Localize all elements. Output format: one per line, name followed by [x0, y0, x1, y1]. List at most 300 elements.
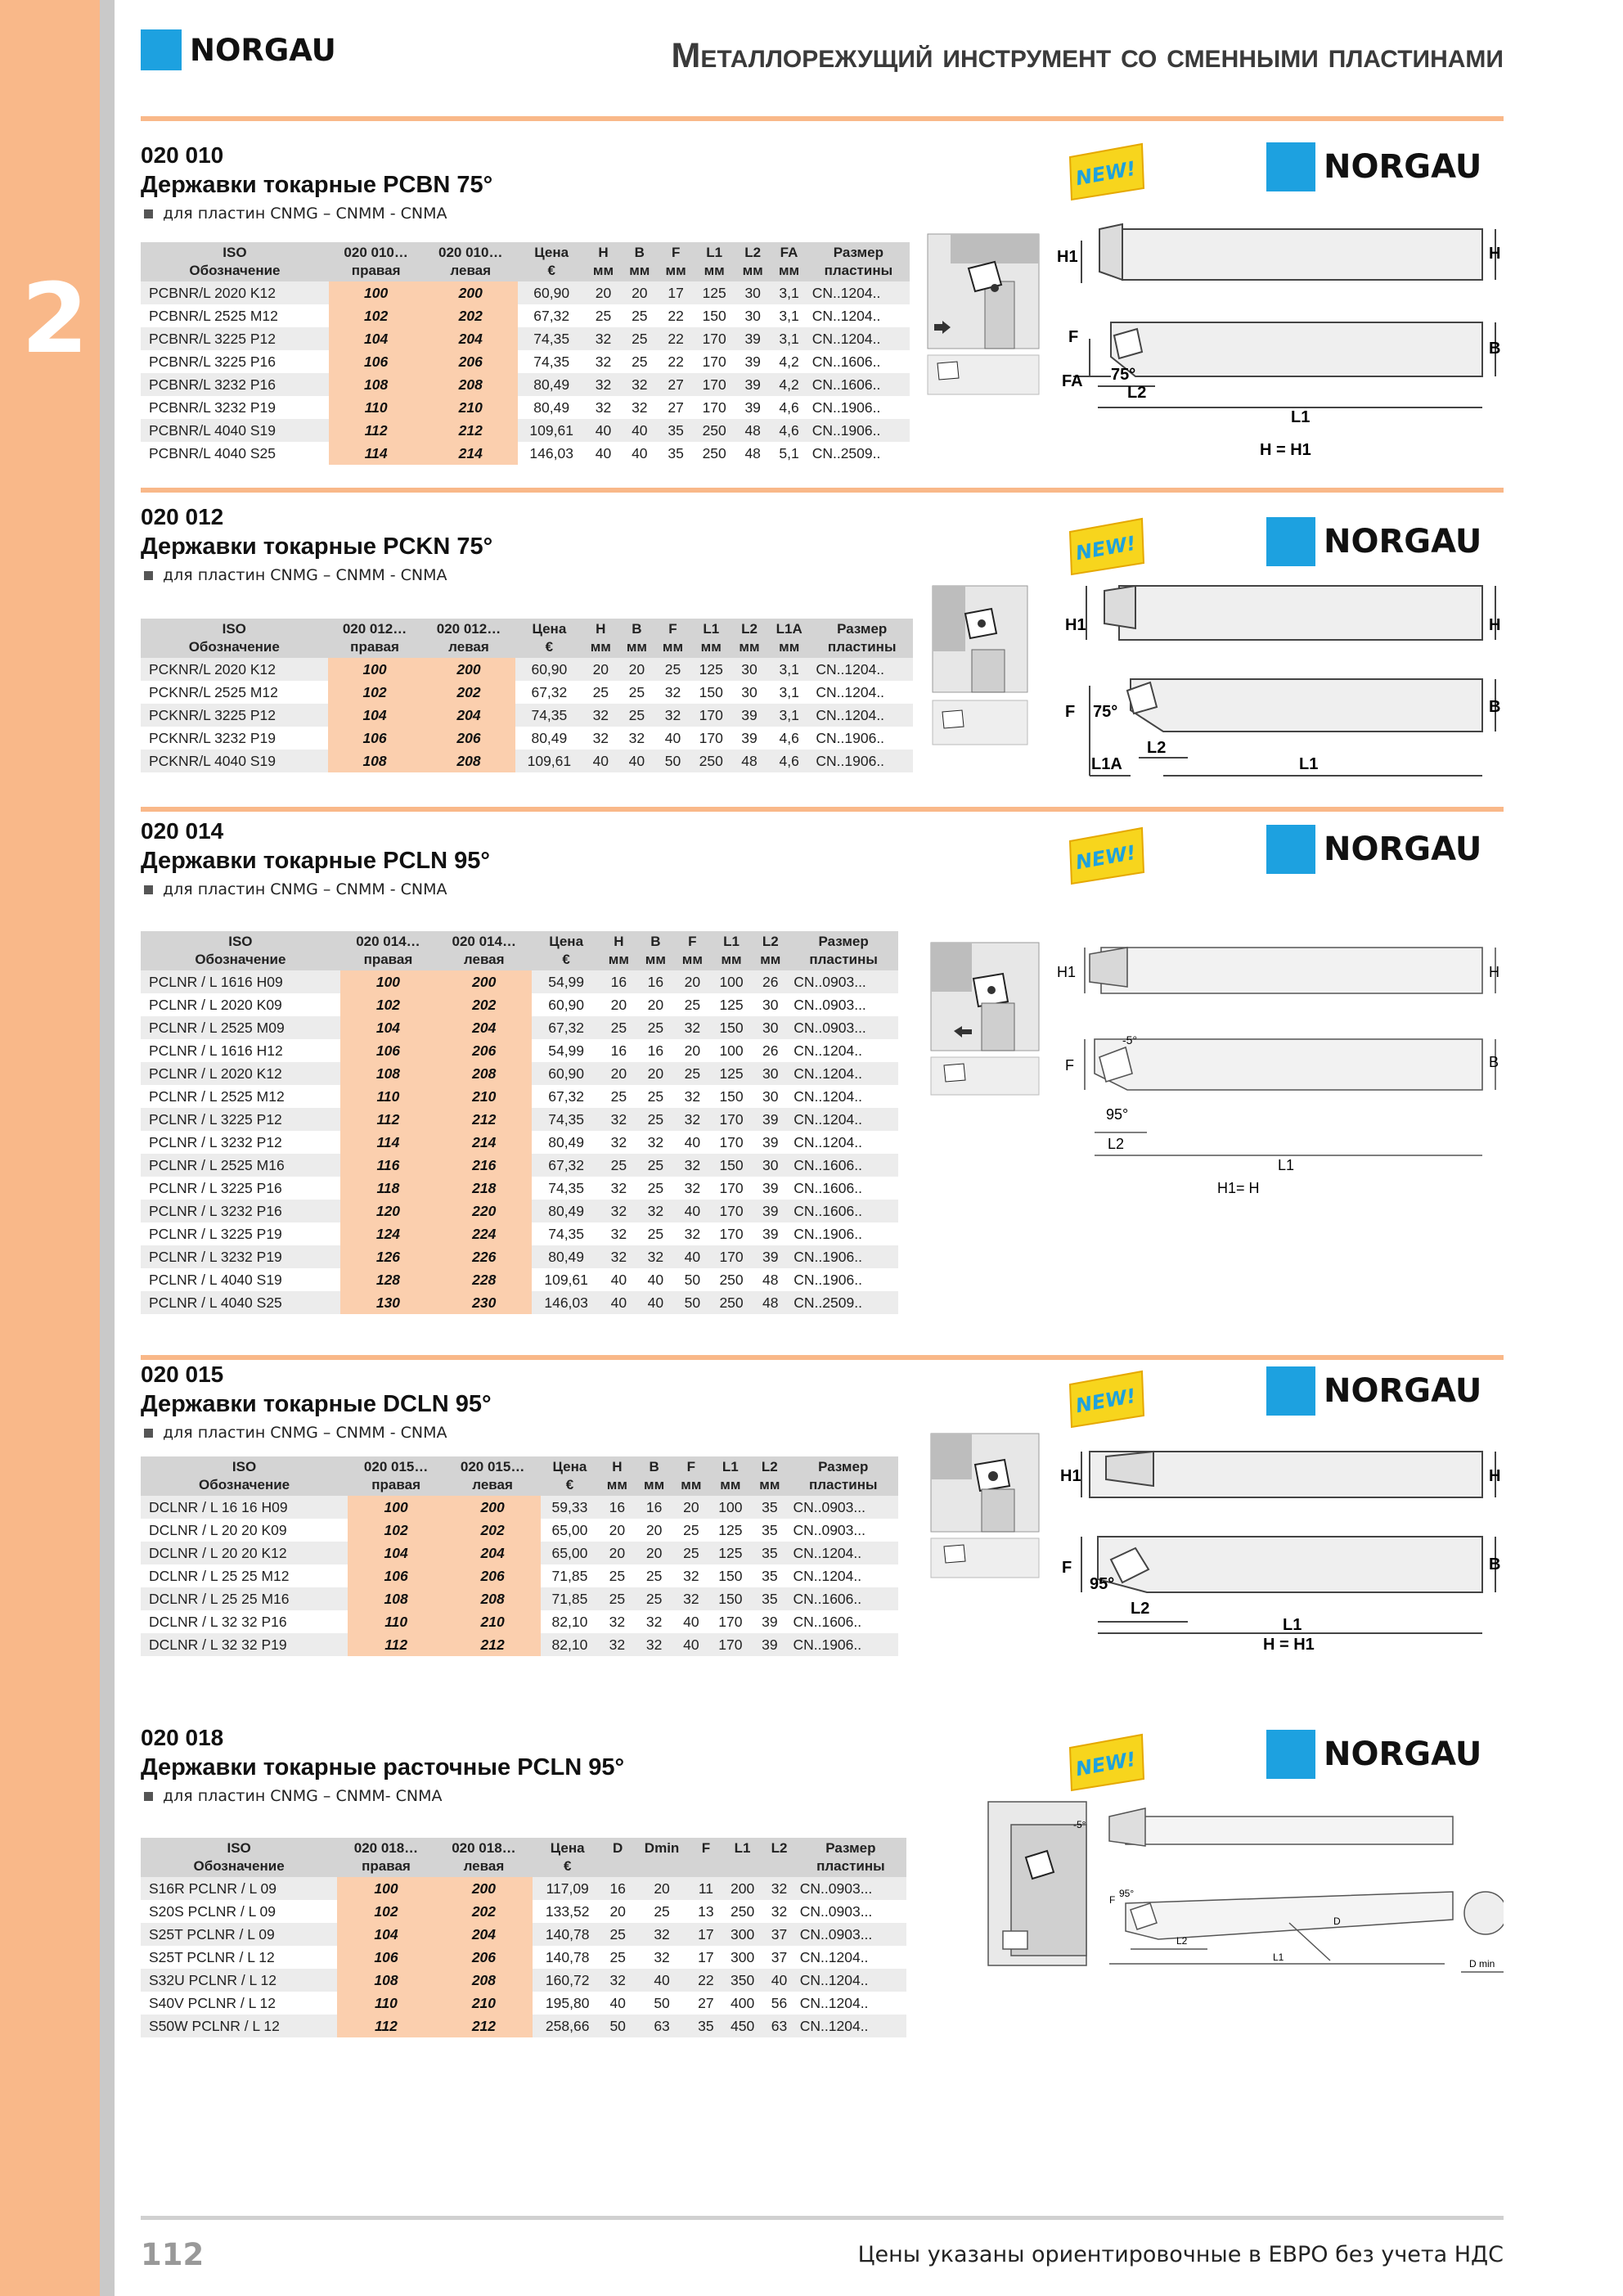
table-cell: 60,90	[518, 281, 585, 304]
column-header: ISO Обозначение	[141, 1456, 348, 1496]
table-cell: 27	[658, 373, 694, 396]
table-cell: 17	[658, 281, 694, 304]
order-code-cell: 224	[436, 1222, 532, 1245]
iso-cell: PCLNR / L 2020 K09	[149, 996, 282, 1013]
column-header: B мм	[618, 619, 654, 658]
table-cell: CN..1204..	[811, 658, 913, 681]
order-code-cell: 114	[329, 442, 424, 465]
table-cell: 16	[600, 970, 637, 993]
table-row	[141, 1923, 906, 1946]
column-header: Цена €	[541, 1456, 599, 1496]
column-header: 020 018… левая	[435, 1838, 533, 1877]
table-cell: 140,78	[533, 1923, 602, 1946]
column-header: Размер пластины	[789, 931, 898, 970]
holder-photo-icon	[926, 232, 1041, 396]
table-cell: 32	[674, 1108, 711, 1131]
table-cell: 32	[633, 1923, 690, 1946]
section-subtitle	[144, 566, 447, 584]
table-cell: 39	[731, 704, 767, 727]
iso-cell: PCKNR/L 2525 M12	[149, 683, 278, 700]
table-cell: 32	[595, 398, 612, 416]
table-cell: CN..1204..	[807, 281, 910, 304]
new-badge	[1063, 826, 1149, 885]
table-cell: 20	[647, 996, 664, 1013]
iso-cell: S20S PCLNR / L 09	[149, 1902, 276, 1920]
column-header: F мм	[658, 242, 694, 281]
technical-drawing	[1057, 930, 1504, 1200]
table-cell: 25	[609, 1567, 626, 1584]
logo-text: NORGAU	[1324, 523, 1482, 560]
section-title: Державки токарные PCBN 75°	[141, 172, 493, 198]
drawing-label: H1	[1057, 964, 1077, 980]
order-code-cell: 112	[348, 1633, 444, 1656]
table-cell: 170	[699, 729, 723, 746]
table-cell: CN..0903...	[789, 1016, 898, 1039]
table-cell: 250	[730, 1902, 755, 1920]
section-subtitle	[144, 1787, 443, 1805]
table-cell: 40	[632, 444, 648, 461]
table-cell: 125	[691, 658, 731, 681]
table-cell: 170	[709, 1633, 751, 1656]
table-cell: 48	[762, 1271, 779, 1288]
table-cell: 40	[763, 1969, 794, 1992]
table-cell: 67,32	[532, 1016, 600, 1039]
table-row	[141, 419, 910, 442]
column-header: H мм	[600, 931, 637, 970]
iso-cell: PCBNR/L 3232 P16	[141, 373, 329, 396]
column-header: Размер пластины	[811, 619, 913, 658]
table-cell: 56	[771, 1994, 788, 2011]
table-cell: 25	[609, 1948, 626, 1965]
table-row	[141, 373, 910, 396]
table-cell: 50	[602, 2015, 633, 2037]
section-title: Державки токарные PCLN 95°	[141, 848, 490, 874]
table-cell: 39	[762, 1133, 779, 1150]
table-cell: 50	[654, 750, 690, 772]
order-code-cell: 108	[337, 1969, 434, 1992]
order-code-cell: 214	[436, 1131, 532, 1154]
column-header: L2	[763, 1838, 794, 1877]
table-cell: 25	[595, 307, 612, 324]
table-cell: 133,52	[545, 1902, 590, 1920]
table-cell: 82,10	[541, 1633, 599, 1656]
table-cell: 32	[684, 1087, 701, 1105]
table-cell: 40	[582, 750, 618, 772]
table-cell: CN..0903...	[794, 996, 866, 1013]
table-header-row	[141, 242, 910, 281]
order-code-cell: 128	[340, 1268, 436, 1291]
table-cell: 20	[672, 1496, 709, 1519]
table-cell: 32	[610, 1179, 627, 1196]
table-cell: 74,35	[548, 1225, 585, 1242]
table-cell: 32	[647, 1133, 664, 1150]
table-cell: 22	[658, 327, 694, 350]
table-cell: 50	[684, 1271, 701, 1288]
order-code-cell: 104	[340, 1016, 436, 1039]
table-header-row	[141, 619, 913, 658]
table-cell: CN..1606..	[789, 1200, 898, 1222]
column-header: 020 018… правая	[337, 1838, 434, 1877]
table-cell: CN..1906..	[788, 1633, 898, 1656]
drawing-label: L2	[1127, 384, 1147, 402]
column-header: L1 мм	[691, 619, 731, 658]
column-header: H мм	[599, 1456, 636, 1496]
section-logo	[1266, 517, 1481, 566]
holder-photo-icon	[929, 1432, 1041, 1579]
column-header: ISO Обозначение	[141, 1838, 337, 1877]
table-cell: 32	[632, 398, 648, 416]
table-cell: 67,32	[531, 683, 568, 700]
drawing-label: H	[1489, 964, 1499, 980]
drawing-label: H	[1489, 245, 1501, 263]
logo-square	[1266, 1366, 1315, 1416]
table-cell: 195,80	[545, 1994, 590, 2011]
table-cell: CN..0903...	[799, 1902, 873, 1920]
order-code-cell: 106	[337, 1946, 434, 1969]
order-code-cell: 126	[340, 1245, 436, 1268]
table-cell: 11	[690, 1877, 722, 1900]
section-code: 020 010	[141, 142, 224, 168]
table-cell: 17	[690, 1923, 722, 1946]
column-header: 020 014… левая	[436, 931, 532, 970]
iso-cell: PCLNR / L 4040 S19	[149, 1271, 282, 1288]
section-divider	[141, 807, 1504, 812]
table-cell: 35	[762, 1567, 778, 1584]
table-row	[141, 1268, 898, 1291]
table-row	[141, 681, 913, 704]
iso-cell: PCKNR/L 4040 S19	[141, 750, 328, 772]
iso-cell: PCLNR / L 3225 P12	[141, 1108, 340, 1131]
table-cell: 16	[610, 1042, 627, 1059]
table-cell: 150	[709, 1587, 751, 1610]
order-code-cell: 226	[436, 1245, 532, 1268]
table-cell: CN..0903...	[793, 1521, 865, 1538]
subtitle-text: для пластин CNMG – CNMM - CNMA	[163, 205, 447, 223]
drawing-label: B	[1489, 1054, 1499, 1070]
table-cell: 39	[741, 729, 758, 746]
iso-cell: PCLNR / L 2525 M12	[149, 1087, 285, 1105]
table-row	[141, 1291, 898, 1314]
table-row	[141, 1877, 906, 1900]
logo-text: NORGAU	[1324, 831, 1482, 868]
table-row	[141, 442, 910, 465]
new-badge-text: NEW!	[1073, 156, 1138, 191]
table-cell: 25	[684, 996, 701, 1013]
table-cell: CN..1906..	[812, 398, 881, 416]
table-cell: 40	[647, 1271, 664, 1288]
column-header: Размер пластины	[788, 1456, 898, 1496]
table-cell: 40	[609, 1994, 626, 2011]
iso-cell: DCLNR / L 16 16 H09	[141, 1496, 348, 1519]
table-row	[141, 350, 910, 373]
table-cell: 59,33	[541, 1496, 599, 1519]
subtitle-text: для пластин CNMG – CNMM - CNMA	[163, 1424, 447, 1442]
table-cell: 39	[752, 1200, 789, 1222]
table-cell: 25	[628, 683, 645, 700]
table-cell: 250	[702, 444, 726, 461]
order-code-cell: 100	[328, 658, 422, 681]
table-cell: CN..1606..	[788, 1587, 898, 1610]
table-cell: 40	[618, 750, 654, 772]
column-header: L1A мм	[767, 619, 811, 658]
table-cell: 40	[637, 1291, 674, 1314]
table-cell: 30	[752, 1154, 789, 1177]
order-code-cell: 204	[423, 327, 518, 350]
table-cell: CN..1204..	[816, 683, 885, 700]
table-cell: 25	[637, 1154, 674, 1177]
table-row	[141, 1085, 898, 1108]
table-cell: 4,6	[779, 398, 799, 416]
column-header: B мм	[622, 242, 658, 281]
table-cell: 50	[674, 1291, 711, 1314]
table-cell: 80,49	[532, 1245, 600, 1268]
table-cell: 39	[762, 1179, 779, 1196]
order-code-cell: 110	[337, 1992, 434, 2015]
table-cell: CN..1204..	[794, 1042, 862, 1059]
table-cell: 146,03	[532, 1291, 600, 1314]
drawing-label: D min	[1469, 1958, 1495, 1970]
table-cell: 40	[674, 1245, 711, 1268]
drawing-label: L2	[1176, 1935, 1188, 1947]
table-cell: 32	[684, 1179, 701, 1196]
iso-cell: PCKNR/L 3225 P12	[141, 704, 328, 727]
column-header: L2 мм	[751, 1456, 788, 1496]
table-cell: 25	[683, 1521, 699, 1538]
table-cell: 26	[762, 1042, 779, 1059]
table-cell: 25	[618, 704, 654, 727]
insert-photo	[929, 1432, 1041, 1582]
table-cell: CN..1204..	[788, 1542, 898, 1564]
table-cell: 150	[711, 1016, 752, 1039]
table-cell: 39	[762, 1613, 778, 1630]
column-header: H мм	[585, 242, 621, 281]
section-logo	[1266, 1366, 1481, 1416]
order-code-cell: 120	[340, 1200, 436, 1222]
table-row	[141, 1587, 898, 1610]
table-cell: 74,35	[548, 1179, 585, 1196]
column-header: Размер пластины	[795, 1838, 906, 1877]
table-cell: CN..1906..	[794, 1225, 862, 1242]
table-cell: CN..1606..	[789, 1154, 898, 1177]
table-cell: 32	[582, 704, 618, 727]
order-code-cell: 110	[348, 1610, 444, 1633]
table-cell: 250	[694, 419, 735, 442]
table-cell: CN..1204..	[807, 327, 910, 350]
table-cell: 3,1	[771, 327, 807, 350]
table-cell: 32	[672, 1587, 709, 1610]
order-code-cell: 112	[340, 1108, 436, 1131]
table-cell: 40	[683, 1613, 699, 1630]
drawing-label: H1	[1057, 248, 1078, 266]
table-cell: 140,78	[545, 1948, 590, 1965]
column-header: F мм	[654, 619, 690, 658]
iso-cell: PCKNR/L 3232 P19	[149, 729, 276, 746]
drawing-label: L1	[1299, 755, 1319, 773]
table-header-row	[141, 1456, 898, 1496]
order-code-cell: 112	[337, 2015, 434, 2037]
drawing-label: F	[1068, 328, 1079, 346]
table-cell: 30	[752, 1062, 789, 1085]
column-header: L1 мм	[711, 931, 752, 970]
order-code-cell: 104	[337, 1923, 434, 1946]
drawing-label: 75°	[1111, 366, 1136, 384]
table-cell: 80,49	[532, 1200, 600, 1222]
table-cell: 74,35	[518, 327, 585, 350]
table-cell: CN..1606..	[812, 353, 881, 370]
order-code-cell: 102	[328, 681, 422, 704]
table-cell: 20	[674, 970, 711, 993]
table-cell: 25	[647, 1087, 664, 1105]
iso-cell: DCLNR / L 25 25 M12	[149, 1567, 290, 1584]
table-cell: 5,1	[779, 444, 799, 461]
order-code-cell: 212	[444, 1633, 541, 1656]
table-cell: 32	[585, 327, 621, 350]
table-cell: 3,1	[767, 658, 811, 681]
table-cell: 30	[731, 658, 767, 681]
order-code-cell: 212	[435, 2015, 533, 2037]
table-cell: 25	[637, 1016, 674, 1039]
table-cell: 32	[645, 1613, 663, 1630]
table-cell: 22	[668, 307, 684, 324]
table-cell: 150	[711, 1154, 752, 1177]
order-code-cell: 114	[340, 1131, 436, 1154]
table-row	[141, 1633, 898, 1656]
table-row	[141, 1200, 898, 1222]
bullet-icon	[144, 1792, 153, 1801]
table-cell: 4,2	[771, 373, 807, 396]
spec-table	[141, 1838, 906, 2037]
iso-cell: S50W PCLNR / L 12	[141, 2015, 337, 2037]
table-cell: 4,2	[779, 353, 799, 370]
table-row	[141, 327, 910, 350]
table-cell: 16	[647, 1042, 664, 1059]
table-cell: 170	[718, 1613, 743, 1630]
table-cell: 20	[618, 658, 654, 681]
table-cell: 125	[718, 1521, 743, 1538]
table-row	[141, 1108, 898, 1131]
table-cell: 63	[633, 2015, 690, 2037]
order-code-cell: 216	[436, 1154, 532, 1177]
section-logo	[1266, 825, 1481, 874]
iso-cell: DCLNR / L 20 20 K09	[149, 1521, 287, 1538]
table-cell: 250	[719, 1271, 744, 1288]
order-code-cell: 100	[348, 1496, 444, 1519]
iso-cell: PCBNR/L 3225 P12	[141, 327, 329, 350]
logo-square	[1266, 142, 1315, 191]
table-cell: CN..1906..	[794, 1271, 862, 1288]
table-row	[141, 1039, 898, 1062]
table-cell: 40	[672, 1633, 709, 1656]
table-cell: 450	[722, 2015, 763, 2037]
iso-cell: DCLNR / L 32 32 P16	[149, 1613, 287, 1630]
column-header: H мм	[582, 619, 618, 658]
order-code-cell: 102	[340, 993, 436, 1016]
table-cell: CN..1204..	[811, 704, 913, 727]
bullet-icon	[144, 885, 153, 894]
table-cell: 20	[636, 1542, 672, 1564]
iso-cell: PCLNR / L 3225 P16	[149, 1179, 282, 1196]
table-cell: 39	[762, 1225, 779, 1242]
table-cell: CN..0903...	[788, 1496, 898, 1519]
table-row	[141, 1222, 898, 1245]
table-cell: CN..1204..	[794, 1087, 862, 1105]
table-cell: 20	[599, 1542, 636, 1564]
iso-cell: PCKNR/L 2020 K12	[141, 658, 328, 681]
table-cell: 50	[654, 1994, 670, 2011]
table-cell: 20	[622, 281, 658, 304]
table-cell: 39	[752, 1245, 789, 1268]
table-cell: 20	[585, 281, 621, 304]
table-cell: 67,32	[532, 1154, 600, 1177]
drawing-label: F	[1065, 1057, 1074, 1074]
table-cell: CN..1906..	[789, 1245, 898, 1268]
column-header: Цена €	[533, 1838, 602, 1877]
table-cell: 400	[730, 1994, 755, 2011]
table-cell: 32	[637, 1200, 674, 1222]
drawing-label: L1	[1273, 1952, 1284, 1963]
drawing-label: 95°	[1106, 1106, 1129, 1123]
section-020-010	[141, 142, 1504, 486]
section-020-015	[141, 1362, 1504, 1689]
table-row	[141, 658, 913, 681]
column-header: L1 мм	[694, 242, 735, 281]
iso-cell: DCLNR / L 32 32 P19	[141, 1633, 348, 1656]
column-header: 020 014… правая	[340, 931, 436, 970]
section-code: 020 012	[141, 504, 224, 529]
table-cell: 4,6	[771, 419, 807, 442]
drawing-label: H	[1489, 1467, 1501, 1485]
section-020-014	[141, 818, 1504, 1350]
table-cell: 13	[698, 1902, 714, 1920]
drawing-label: H = H1	[1263, 1636, 1315, 1653]
iso-cell: PCBNR/L 2020 K12	[141, 281, 329, 304]
table-cell: 22	[668, 353, 684, 370]
order-code-cell: 208	[435, 1969, 533, 1992]
iso-cell: DCLNR / L 20 20 K12	[141, 1542, 348, 1564]
drawing-label: D	[1333, 1916, 1341, 1927]
table-cell: 71,85	[551, 1567, 588, 1584]
order-code-cell: 210	[423, 396, 518, 419]
drawing-label: H	[1489, 616, 1501, 634]
table-cell: CN..2509..	[789, 1291, 898, 1314]
order-code-cell: 212	[423, 419, 518, 442]
table-cell: 20	[609, 1902, 626, 1920]
table-cell: 80,49	[548, 1133, 585, 1150]
column-header: L1	[722, 1838, 763, 1877]
table-cell: 150	[718, 1567, 743, 1584]
table-cell: 30	[744, 307, 761, 324]
column-header: Цена €	[518, 242, 585, 281]
order-code-cell: 202	[435, 1900, 533, 1923]
table-cell: 150	[702, 307, 726, 324]
table-cell: 125	[694, 281, 735, 304]
order-code-cell: 202	[436, 993, 532, 1016]
column-header: 020 010… правая	[329, 242, 424, 281]
table-cell: CN..1906..	[816, 729, 885, 746]
table-cell: 3,1	[779, 307, 799, 324]
drawing-label: L2	[1108, 1136, 1125, 1152]
table-cell: CN..1906..	[807, 419, 910, 442]
order-code-cell: 204	[422, 704, 516, 727]
order-code-cell: 218	[436, 1177, 532, 1200]
table-row	[141, 1564, 898, 1587]
insert-photo	[926, 232, 1041, 399]
column-header: Размер пластины	[807, 242, 910, 281]
section-code: 020 018	[141, 1725, 224, 1750]
order-code-cell: 210	[435, 1992, 533, 2015]
table-row	[141, 1154, 898, 1177]
spec-table	[141, 619, 913, 772]
